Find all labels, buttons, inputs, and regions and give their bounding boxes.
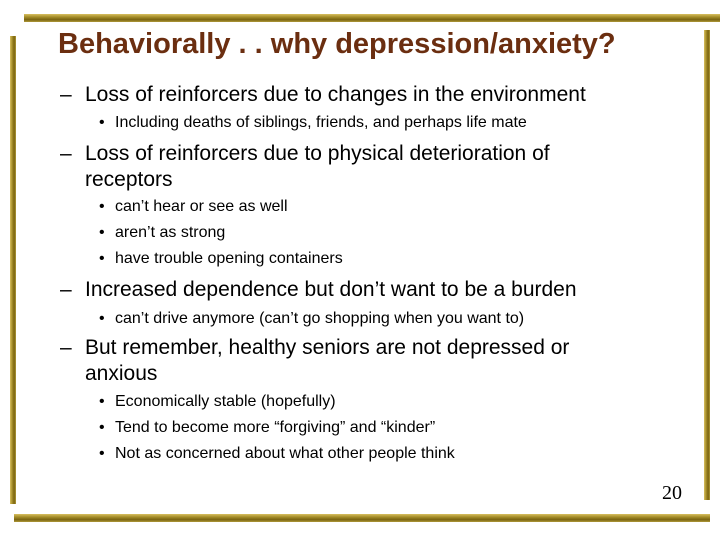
point-4 <box>60 335 569 387</box>
sub-text: can’t hear or see as well <box>115 198 288 215</box>
point-3-text: Increased dependence but don’t want to be a burden <box>85 278 577 301</box>
point-4-text-line2: anxious <box>85 362 158 385</box>
slide-title: Behaviorally . . why depression/anxiety? <box>58 28 616 60</box>
sub-text: Not as concerned about what other people think <box>115 445 455 462</box>
point-2-text-line2: receptors <box>85 168 173 191</box>
point-2-sub-1 <box>60 194 288 220</box>
dot-bullet: • <box>99 198 105 215</box>
dot-bullet: • <box>99 419 105 436</box>
top-frame-bar <box>24 14 720 22</box>
dash-bullet: – <box>60 336 72 359</box>
sub-text: Tend to become more “forgiving” and “kinder” <box>115 419 436 436</box>
dash-bullet: – <box>60 83 72 106</box>
point-3 <box>60 277 577 303</box>
dash-bullet: – <box>60 278 72 301</box>
sub-text: can’t drive anymore (can’t go shopping when you want to) <box>115 310 525 327</box>
point-4-text-line1: But remember, healthy seniors are not depressed or <box>85 336 570 359</box>
dash-bullet: – <box>60 142 72 165</box>
sub-text: aren’t as strong <box>115 224 226 241</box>
point-2-sub-2 <box>60 220 225 246</box>
bottom-frame-bar <box>14 514 710 522</box>
point-4-sub-3 <box>60 441 455 467</box>
left-frame-bar <box>10 36 16 504</box>
dot-bullet: • <box>99 250 105 267</box>
sub-text: Including deaths of siblings, friends, and perhaps life mate <box>115 114 527 131</box>
dot-bullet: • <box>99 445 105 462</box>
dot-bullet: • <box>99 224 105 241</box>
sub-text: have trouble opening containers <box>115 250 343 267</box>
dot-bullet: • <box>99 114 105 131</box>
point-2-sub-3 <box>60 246 343 272</box>
point-2 <box>60 141 550 193</box>
point-4-sub-2 <box>60 415 435 441</box>
page-number: 20 <box>662 482 682 504</box>
point-1-text: Loss of reinforcers due to changes in the environment <box>85 83 586 106</box>
point-1-sub-1 <box>60 110 527 136</box>
dot-bullet: • <box>99 310 105 327</box>
point-3-sub-1 <box>60 306 524 332</box>
dot-bullet: • <box>99 393 105 410</box>
point-1 <box>60 82 586 108</box>
point-4-sub-1 <box>60 389 336 415</box>
point-2-text-line1: Loss of reinforcers due to physical deterioration of <box>85 142 550 165</box>
sub-text: Economically stable (hopefully) <box>115 393 336 410</box>
right-frame-bar <box>704 30 710 500</box>
